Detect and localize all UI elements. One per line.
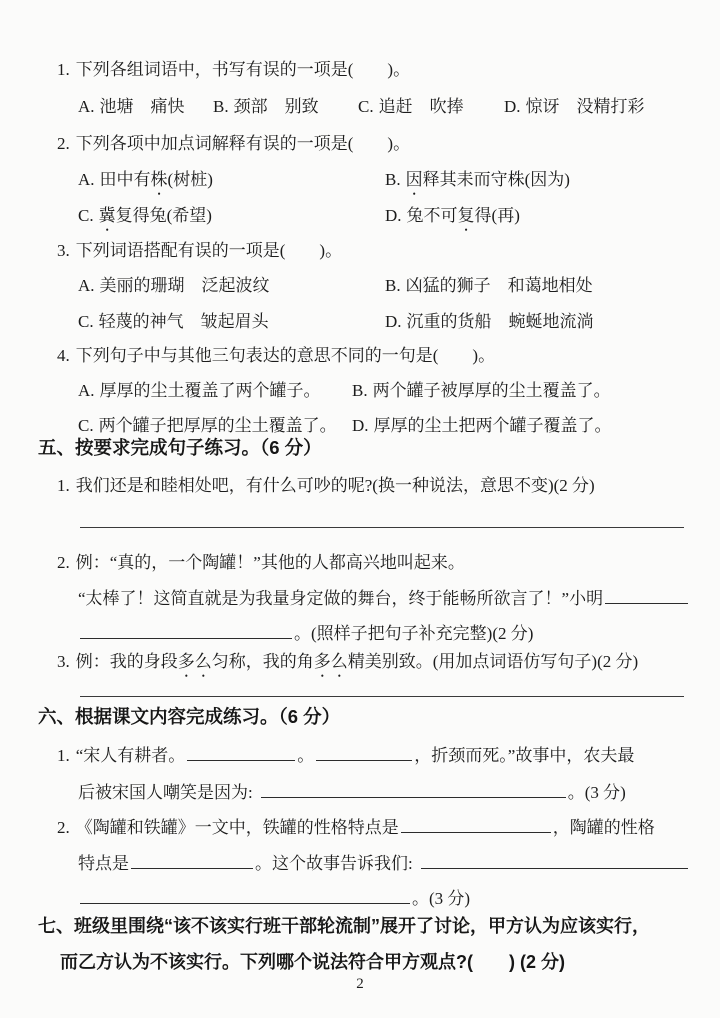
item-text: 。(3 分) (567, 783, 626, 802)
question-4-stem (57, 344, 495, 367)
option-label: B. (352, 381, 368, 400)
item-text: 后被宋国人嘲笑是因为: (78, 783, 253, 802)
option-text: 惊讶 没精打彩 (525, 97, 645, 116)
item-text: 例：“真的，一个陶罐！”其他的人都高兴地叫起来。 (75, 553, 465, 572)
answer-blank (316, 745, 412, 761)
option-label: C. (78, 312, 94, 331)
answer-blank (187, 745, 295, 761)
item-text: ，折颈而死。”故事中，农夫最 (414, 746, 635, 765)
item-number: 2. (57, 818, 70, 837)
answer-blank (605, 588, 688, 604)
question-number: 2. (57, 134, 70, 153)
q1-option-d (504, 95, 645, 118)
question-number: 3. (57, 241, 70, 260)
option-text: 两个罐子被厚厚的尘土覆盖了。 (372, 381, 611, 400)
question-1-stem (57, 58, 410, 81)
option-text: 厚厚的尘土把两个罐子覆盖了。 (373, 416, 612, 435)
q3-option-a (78, 274, 270, 297)
option-label: C. (78, 206, 94, 225)
answer-blank (261, 782, 566, 798)
item-text: 。 (297, 746, 315, 765)
section6-item2-line3 (78, 887, 470, 910)
section5-item1 (57, 474, 595, 497)
q2-option-c (78, 204, 212, 235)
emphasis-char: 多么 (177, 652, 212, 671)
option-label: B. (213, 97, 229, 116)
option-text: 兔不可 (406, 206, 458, 225)
section-7-heading-line2: 而乙方认为不该实行。下列哪个说法符合甲方观点?( ) (2 分) (60, 952, 565, 972)
option-label: A. (78, 97, 95, 116)
item-number: 1. (57, 476, 70, 495)
q3-option-d (385, 310, 594, 333)
answer-blank (80, 623, 292, 639)
emphasis-char: 冀 (98, 206, 116, 225)
option-label: B. (385, 170, 401, 189)
q1-option-a (78, 95, 185, 118)
answer-blank (401, 817, 551, 833)
option-label: A. (78, 381, 95, 400)
section-7-heading-line1: 七、班级里围绕“该不该实行班干部轮流制”展开了讨论，甲方认为应该实行， (38, 916, 650, 936)
q4-option-c (78, 414, 337, 437)
q2-option-b (385, 168, 570, 199)
q1-option-b (213, 95, 319, 118)
option-label: D. (385, 206, 402, 225)
question-stem-text: 下列各项中加点词解释有误的一项是( )。 (75, 134, 411, 153)
section5-item2-line1 (57, 551, 465, 574)
item-text: 。这个故事告诉我们: (255, 854, 413, 873)
item-text: 。(3 分) (412, 889, 471, 908)
option-label: C. (78, 416, 94, 435)
q2-option-a (78, 168, 213, 199)
option-label: C. (358, 97, 374, 116)
option-text: 释其耒而守株(因为) (422, 170, 570, 189)
section5-item3 (57, 650, 638, 681)
option-label: D. (385, 312, 402, 331)
item-text: 《陶罐和铁罐》一文中，铁罐的性格特点是 (75, 818, 399, 837)
option-text: 复得兔(希望) (115, 206, 212, 225)
emphasis-char: 株 (150, 170, 168, 189)
item-text: 例：我的身段 (75, 652, 178, 671)
option-text: 得(再) (474, 206, 520, 225)
q4-option-b (352, 379, 611, 402)
question-2-stem (57, 132, 410, 155)
option-text: 厚厚的尘土覆盖了两个罐子。 (99, 381, 321, 400)
item-number: 1. (57, 746, 70, 765)
option-label: B. (385, 276, 401, 295)
section-6-heading: 六、根据课文内容完成练习。（6 分） (38, 706, 341, 727)
emphasis-char: 因 (405, 170, 423, 189)
option-label: A. (78, 276, 95, 295)
option-text: 追赶 吹捧 (378, 97, 464, 116)
item-text: ，陶罐的性格 (552, 818, 655, 837)
page-number: 2 (356, 976, 364, 992)
question-3-stem (57, 239, 342, 262)
option-text: 池塘 痛快 (99, 97, 185, 116)
section6-item1-line2 (78, 781, 626, 804)
question-stem-text: 下列词语搭配有误的一项是( )。 (75, 241, 343, 260)
q4-option-d (352, 414, 612, 437)
item-text: 。(照样子把句子补充完整)(2 分) (294, 624, 534, 643)
question-stem-text: 下列各组词语中，书写有误的一项是( )。 (75, 60, 411, 79)
section5-item2-line2 (78, 587, 690, 610)
option-text: 颈部 别致 (233, 97, 319, 116)
question-stem-text: 下列句子中与其他三句表达的意思不同的一句是( )。 (75, 346, 496, 365)
q3-option-c (78, 310, 269, 333)
item-text: 精美别致。(用加点词语仿写句子)(2 分) (347, 652, 639, 671)
q4-option-a (78, 379, 321, 402)
item-text: 特点是 (78, 854, 129, 873)
section5-item2-line3 (78, 622, 533, 645)
option-text: (树桩) (167, 170, 213, 189)
question-number: 1. (57, 60, 70, 79)
question-number: 4. (57, 346, 70, 365)
item-text: 匀称，我的角 (211, 652, 314, 671)
item-number: 3. (57, 652, 70, 671)
answer-blank (80, 888, 410, 904)
section6-item1-line1 (57, 744, 634, 767)
q1-option-c (358, 95, 464, 118)
item-text: “宋人有耕者。 (75, 746, 186, 765)
section-5-heading: 五、按要求完成句子练习。（6 分） (38, 437, 322, 458)
option-text: 沉重的货船 蜿蜒地流淌 (406, 312, 594, 331)
option-label: A. (78, 170, 95, 189)
item-number: 2. (57, 553, 70, 572)
q2-option-d (385, 204, 520, 235)
answer-blank (421, 853, 688, 869)
emphasis-char: 多么 (313, 652, 348, 671)
option-text: 凶猛的狮子 和蔼地相处 (405, 276, 593, 295)
answer-blank (131, 853, 253, 869)
option-text: 轻蔑的神气 皱起眉头 (98, 312, 269, 331)
answer-rule (80, 511, 684, 528)
answer-rule (80, 680, 684, 697)
option-label: D. (352, 416, 369, 435)
option-text: 田中有 (99, 170, 151, 189)
emphasis-char: 复 (457, 206, 475, 225)
option-text: 美丽的珊瑚 泛起波纹 (99, 276, 270, 295)
option-label: D. (504, 97, 521, 116)
item-text: “太棒了！这简直就是为我量身定做的舞台，终于能畅所欲言了！”小明 (78, 589, 604, 608)
q3-option-b (385, 274, 593, 297)
section6-item2-line1 (57, 816, 655, 839)
option-text: 两个罐子把厚厚的尘土覆盖了。 (98, 416, 337, 435)
item-text: 我们还是和睦相处吧，有什么可吵的呢?(换一种说法，意思不变)(2 分) (75, 476, 595, 495)
section6-item2-line2 (78, 852, 690, 875)
